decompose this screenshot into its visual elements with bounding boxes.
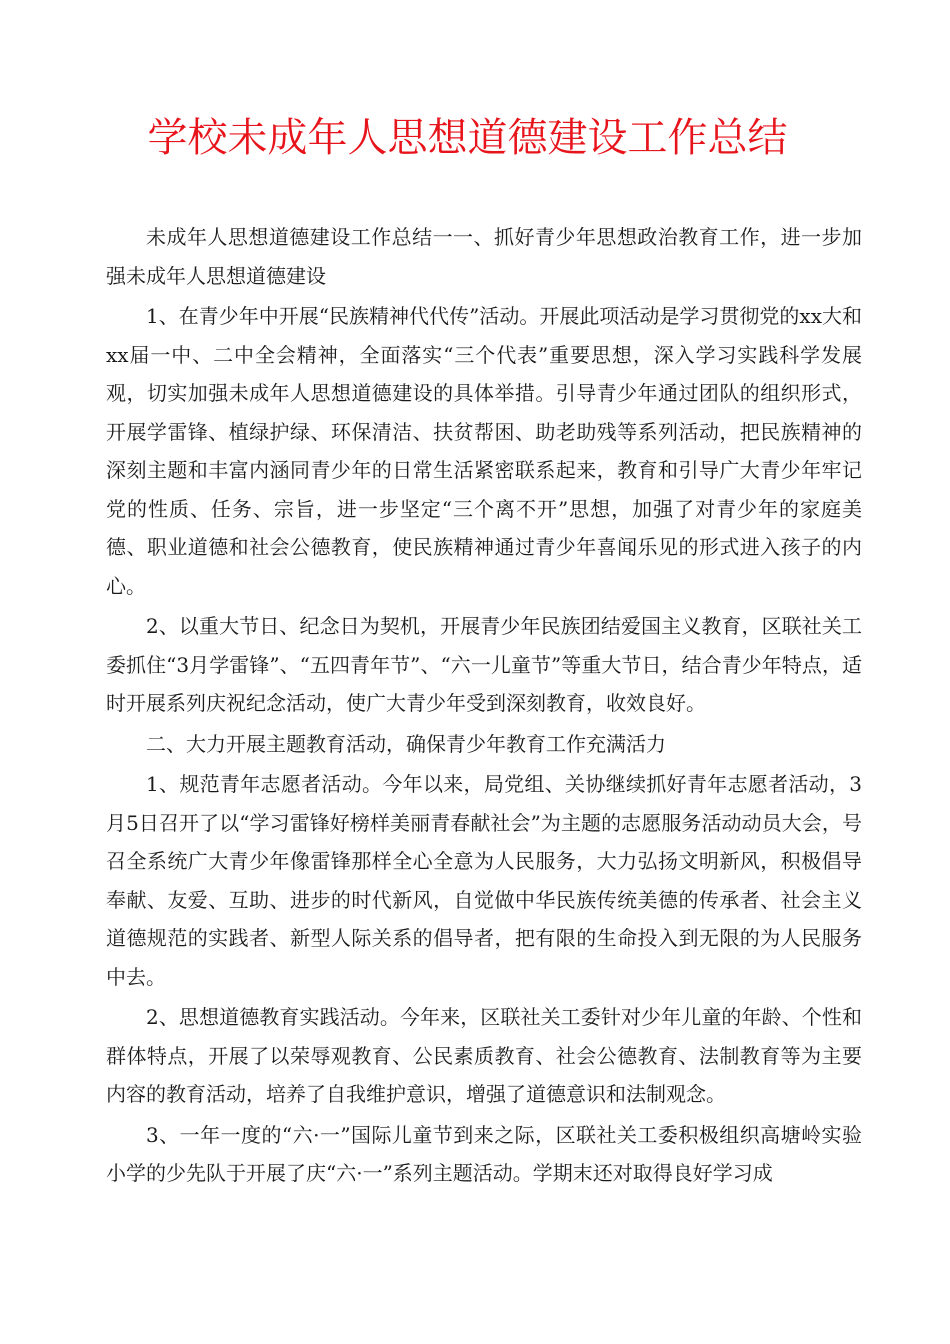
document-title: 学校未成年人思想道德建设工作总结 [147,115,788,161]
paragraph-item-2: 2、以重大节日、纪念日为契机，开展青少年民族团结爱国主义教育，区联社关工委抓住“3月学雷锋”、“五四青年节”、“六一儿童节”等重大节日，结合青少年特点，适时开展系列庆祝纪念活动，使广大青少年受到深刻教育，收效良好。 [106,614,862,715]
paragraph-section2-item-1: 1、规范青年志愿者活动。今年以来，局党组、关协继续抓好青年志愿者活动，3月5日召开了以“学习雷锋好榜样美丽青春献社会”为主题的志愿服务活动动员大会，号召全系统广大青少年像雷锋那样全心全意为人民服务，大力弘扬文明新风，积极倡导奉献、友爱、互助、进步的时代新风，自觉做中华民族传统美德的传承者、社会主义道德规范的实践者、新型人际关系的倡导者，把有限的生命投入到无限的为人民服务中去。 [106,772,862,989]
document-body [106,218,862,1195]
section-heading-2: 二、大力开展主题教育活动，确保青少年教育工作充满活力 [146,731,666,756]
paragraph-intro: 未成年人思想道德建设工作总结一一、抓好青少年思想政治教育工作，进一步加强未成年人思想道德建设 [106,225,862,288]
paragraph-section2-item-3: 3、一年一度的“六·一”国际儿童节到来之际，区联社关工委积极组织高塘岭实验小学的少先队于开展了庆“六·一”系列主题活动。学期末还对取得良好学习成 [106,1122,862,1185]
paragraph-item-1: 1、在青少年中开展“民族精神代代传”活动。开展此项活动是学习贯彻党的xx大和xx届一中、二中全会精神，全面落实“三个代表”重要思想，深入学习实践科学发展观，切实加强未成年人思想道德建设的具体举措。引导青少年通过团队的组织形式，开展学雷锋、植绿护绿、环保清洁、扶贫帮困、助老助残等系列活动，把民族精神的深刻主题和丰富内涵同青少年的日常生活紧密联系起来，教育和引导广大青少年牢记党的性质、任务、宗旨，进一步坚定“三个离不开”思想，加强了对青少年的家庭美德、职业道德和社会公德教育，使民族精神通过青少年喜闻乐见的形式进入孩子的内心。 [106,304,862,598]
paragraph-section2-item-2: 2、思想道德教育实践活动。今年来，区联社关工委针对少年儿童的年龄、个性和群体特点，开展了以荣辱观教育、公民素质教育、社会公德教育、法制教育等为主要内容的教育活动，培养了自我维护意识，增强了道德意识和法制观念。 [106,1005,862,1106]
